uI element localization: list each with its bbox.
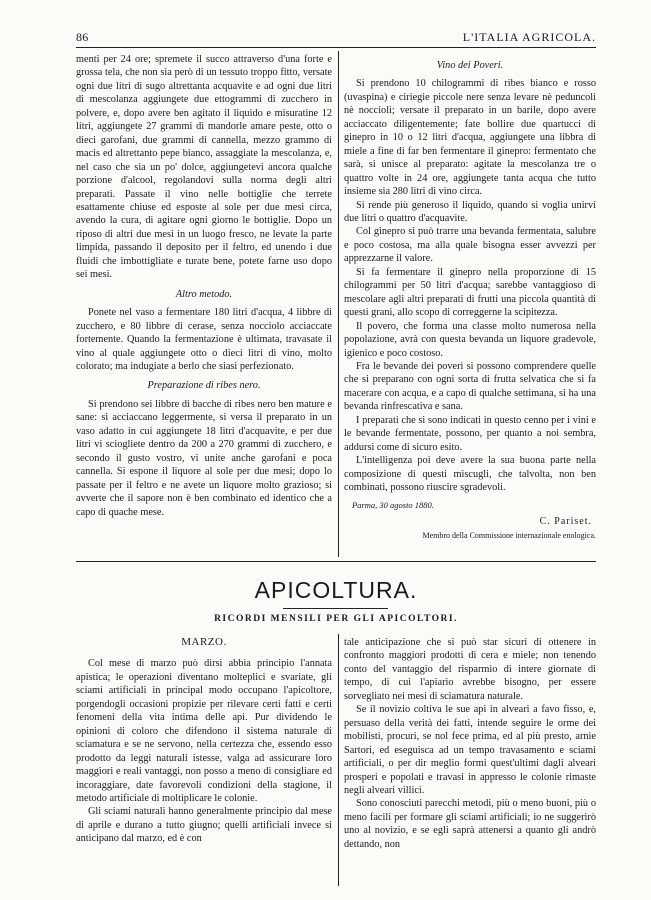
- right-paragraph-6: Fra le bevande dei poveri si possono comprendere quelle che si preparano con ogni sorta di frutta selvatica che si fa macerare con acqua, e a capo di qualche settimana, si ha una bevanda rinfrescativa e sana.: [344, 360, 596, 413]
- heading-altro-metodo: Altro metodo.: [175, 288, 233, 300]
- ribes-nero-paragraph: Si prendono sei libbre di bacche di ribes nero ben mature e sane: si acciaccano leggermente, si versa il preparato in un vaso adatto in cui aggiungete 18 litri d'acquavite, e per due litri vi sciogliete dentro da 200 a 270 grammi di zucchero, e secondo il gusto vostro, vi unite anche garofani e poca cannella. Si espone il liquore al sole per due mesi; dopo lo passate per il feltro e ne avete un liquore molto grazioso; si avverte che il sapore non è ben combinato ed identico che a capo di quache mese.: [76, 398, 332, 518]
- continued-paragraph: menti per 24 ore; spremete il succo attraverso d'una forte e grossa tela, che non sia però di un tessuto troppo fitto, versate ogni due litri di sugo altrettanta acquavite e ad ogni due litri di mescolanza aggiungete due ettogrammi di zucchero in polvere, e, dopo avere ben agitato il liquido e misuratine 12 litri, aggiungete 27 grammi di mandorle amare peste, otto o dieci garofani, due grammi di cannella, mezzo grammo di macis ed altrettanto pepe bianco, assaggiate la mescolanza, e, nel caso che sia un po' dolce, aggiungetevi ancora qualche porzione d'alcool, regolandovi sulla norma degli altri preparati. Passate il vino nelle bottiglie che terrete esattamente chiuse ed esposte al sole per due mesi circa, avendo la cura, di agitare ogni giorno le bottiglie. Dopo un riposo di altri due mesi in un luogo fresco, ne levate la parte limpida, passando il deposito per il feltro, ed unendo i due fluidi che imbottigliate e turate bene, potete farne uso dopo sei mesi.: [76, 54, 332, 281]
- marzo-paragraph-2: Gli sciami naturali hanno generalmente principio dal mese di aprile e durano a tutto giugno; quelli artificiali invece si anticipano dal marzo, ed è con: [76, 806, 332, 845]
- page-number: 86: [76, 30, 89, 44]
- continued-paragraph-right: tale anticipazione che si può star sicuri di ottenere in confronto maggiori prodotti di cera e miele; non tenendo conto del vantaggio del risparmio di intere giornate di tempo, di cui l'apiario avrebbe bisogno, per essere sorvegliato nei mesi di sciamatura naturale.: [344, 637, 596, 702]
- right-paragraph-7: I preparati che si sono indicati in questo cenno per i vini e le bevande fermentate, possono, per quanto a noi sembra, addursi come di sicuro esito.: [344, 414, 596, 453]
- novizio-paragraph: Se il novizio coltiva le sue api in alveari a favo fisso, e, persuaso della verità dei fatti, intende seguire le orme dei mobilisti, procuri, se nol fece prima, ed al più presto, arnie Sartori, ed eseguisca ad un tempo travasamento e sciami artificiali, o per dir meglio formi quest'ultimi dagli alveari prosperi e popolati e travasi in appresso le colonie rimaste negli alveari villici.: [344, 704, 596, 796]
- column-divider-bottom: [338, 634, 339, 886]
- altro-metodo-paragraph: Ponete nel vaso a fermentare 180 litri d'acqua, 4 libbre di zucchero, e 80 libbre di cerase, senza nocciolo acciaccate fortemente. Quando la fermentazione è ultimata, travasate il vino al quale aggiungete otto o dieci litri di vino, molto colorato; ma indugiate a berlo che siasi perfezionato.: [76, 307, 332, 372]
- right-column-top: [344, 59, 596, 543]
- running-header: [76, 30, 596, 46]
- right-paragraph-5: Il povero, che forma una classe molto numerosa nella popolazione, avrà con questa bevanda un liquore gradevole, igienico e poco costoso.: [344, 320, 596, 359]
- left-column-bottom: [76, 636, 332, 846]
- column-divider-top: [338, 51, 339, 557]
- header-rule: [76, 47, 596, 48]
- author-role: Membro della Commissione internazionale enologica.: [422, 531, 596, 541]
- title-underline: [283, 608, 388, 609]
- marzo-paragraph-1: Col mese di marzo può dirsi abbia principio l'annata apistica; le operazioni diventano molteplici e svariate, gli sciami artificiali in principal modo occupano l'apicoltore, porgendogli occasioni propizie per rilevare certi fatti e certi fenomeni della vita intima delle api. Pur dividendo le opinioni di coloro che difendono il sistema naturale di sciamatura e se ne servono, nella certezza che, essendo esso prodotto da leggi naturali istesse, valga ad assicurare loro maggiori e reali vantaggi, non posso a meno di consigliare ed incoraggiare, date favorevoli condizioni della stagione, il metodo artificiale di moltiplicare le colonie.: [76, 658, 332, 804]
- heading-ribes-nero: Preparazione di ribes nero.: [147, 380, 261, 392]
- right-paragraph-3: Col ginepro si può trarre una bevanda fermentata, salubre e poco costosa, ma alla quale bisogna esser avvezzi per apprezzarne il valore.: [344, 226, 596, 265]
- section-title: APICOLTURA.: [254, 577, 418, 603]
- right-paragraph-4: Si fa fermentare il ginepro nella proporzione di 15 chilogrammi per 50 litri d'acqua; sarebbe vantaggioso di mescolare agli altri preparati di frutti una piccola quantità di questi grani, allo scopo di correggerne la scipitezza.: [344, 266, 596, 319]
- journal-title: L'ITALIA AGRICOLA.: [462, 30, 596, 44]
- heading-vino-dei-poveri: Vino dei Poveri.: [436, 60, 504, 71]
- section-separator: [76, 561, 596, 562]
- section-subtitle: RICORDI MENSILI PER GLI APICOLTORI.: [214, 614, 458, 624]
- author-name: C. Pariset.: [539, 515, 592, 527]
- right-paragraph-8: L'intelligenza poi deve avere la sua buona parte nella composizione di questi miscugli, che talvolta, non ben combinati, possono riuscire sgradevoli.: [344, 455, 596, 494]
- left-column-top: [76, 53, 332, 519]
- metodi-paragraph: Sono conosciuti parecchi metodi, più o meno buoni, più o meno facili per formare gli sciami artificiali; io ne suggerirò uno al novizio, e se egli saprà attenersi a quanto gli andrò dettando, non: [344, 798, 596, 850]
- right-paragraph-2: Si rende più generoso il liquido, quando si voglia unirvi due litri o quattro d'acquavite.: [344, 199, 596, 224]
- month-heading: MARZO.: [181, 636, 227, 648]
- right-column-bottom: [344, 636, 596, 851]
- place-date: Parma, 30 agosto 1880.: [352, 499, 434, 510]
- right-paragraph-1: Si prendono 10 chilogrammi di ribes bianco e rosso (uvaspina) e ciriegie piccole nere senza levare nè peduncoli nè noccioli; versate il preparato in un barile, dopo avere acciaccato diligentemente; fate bollire due quartucci di ginepro in 10 o 12 litri d'acqua, aggiungete una libbra di miele a fine di far ben fermentare il ginepro: fermentato che sarà, si unisce al preparato: agitate la mescolanza tre o quattro volte in 24 ore, aggiungete tanta acqua che tutto insieme sia 280 litri di vino circa.: [344, 78, 596, 198]
